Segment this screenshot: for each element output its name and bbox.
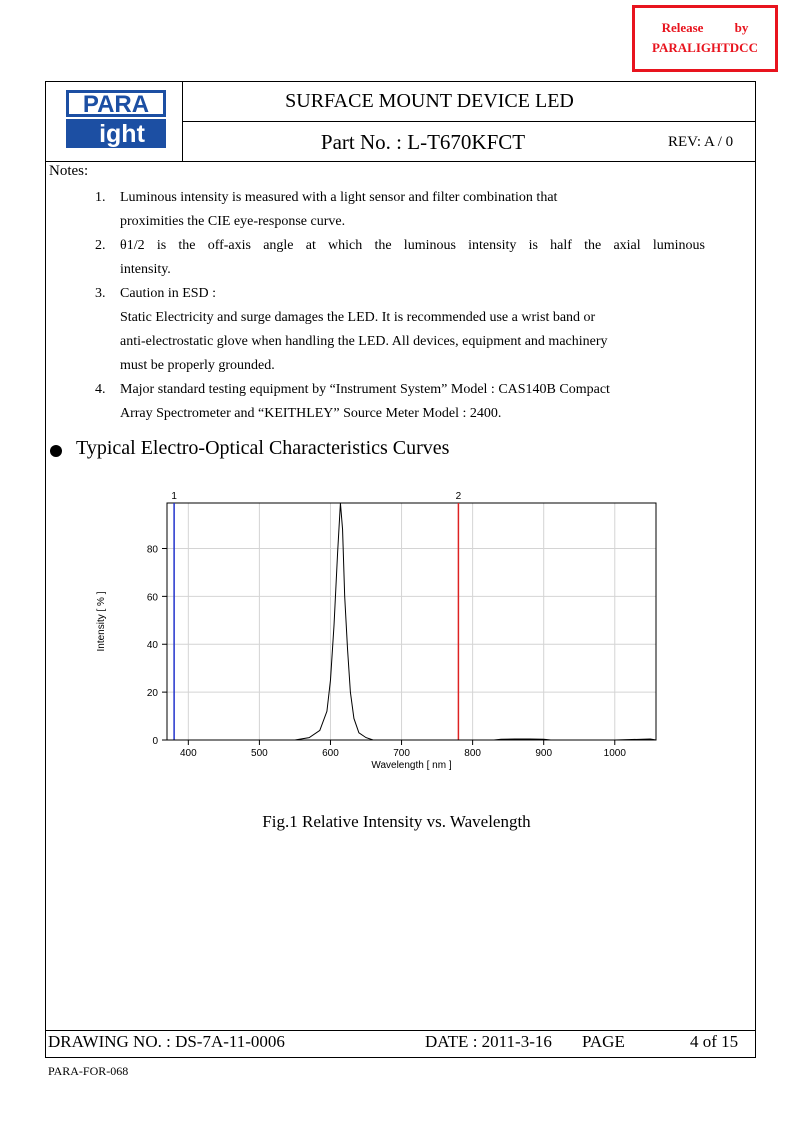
release-stamp xyxy=(632,5,778,72)
x-tick-label: 500 xyxy=(251,748,268,759)
y-tick-label: 0 xyxy=(152,736,158,747)
notes-heading: Notes: xyxy=(49,163,89,179)
release-line-1: Release by xyxy=(661,20,749,35)
form-number: PARA-FOR-068 xyxy=(48,1064,129,1078)
note-item: 4. Major standard testing equipment by “Instrument System” Model : CAS140B Compact Array Spectrometer and “KEITHLEY” Source Meter Model : 2400. xyxy=(95,382,610,421)
header-divider-horizontal xyxy=(182,121,756,122)
y-tick-label: 40 xyxy=(146,640,158,652)
drawing-number: DRAWING NO. : DS-7A-11-0006 xyxy=(48,1032,285,1051)
logo-text-bottom: ight xyxy=(99,120,145,148)
x-tick-label: 1000 xyxy=(603,748,626,759)
release-line-2: PARALIGHTDCC xyxy=(652,40,758,55)
section-bullet-icon xyxy=(50,445,62,457)
notes-list xyxy=(95,186,705,426)
page-number: 4 of 15 xyxy=(690,1032,739,1051)
y-axis-label: Intensity [ % ] xyxy=(96,591,107,652)
part-number: Part No. : L-T670KFCT xyxy=(320,130,526,154)
revision: REV: A / 0 xyxy=(668,134,734,150)
x-tick-label: 700 xyxy=(393,748,410,759)
y-tick-label: 20 xyxy=(146,688,158,700)
note-item: 3. Caution in ESD : Static Electricity and surge damages the LED. It is recommended use a wrist band or anti-electrostatic glove when handling the LED. All devices, equipment and machinery must be properly grounded. xyxy=(95,286,608,373)
x-tick-label: 800 xyxy=(464,748,481,759)
marker-label: 2 xyxy=(455,491,462,502)
x-tick-label: 600 xyxy=(322,748,339,759)
figure-caption: Fig.1 Relative Intensity vs. Wavelength xyxy=(262,812,531,831)
document-title: SURFACE MOUNT DEVICE LED xyxy=(285,90,574,112)
logo-text-top: PARA xyxy=(82,91,150,118)
paralight-logo xyxy=(64,88,168,150)
header-bottom-rule xyxy=(45,161,756,162)
page-label: PAGE xyxy=(582,1032,625,1051)
y-tick-label: 60 xyxy=(146,592,158,604)
plot-background xyxy=(167,503,656,740)
x-tick-label: 400 xyxy=(179,748,197,759)
intensity-wavelength-chart xyxy=(90,485,690,785)
footer-top-rule xyxy=(45,1030,756,1031)
x-tick-label: 900 xyxy=(535,748,553,759)
y-tick-label: 80 xyxy=(146,544,158,556)
date: DATE : 2011-3-16 xyxy=(425,1032,552,1051)
x-axis-label: Wavelength [ nm ] xyxy=(371,760,452,771)
marker-label: 1 xyxy=(171,491,177,502)
note-item: 2. θ1/2 is the off-axis angle at which the luminous intensity is half the axial luminous intensity. xyxy=(95,238,705,277)
section-title: Typical Electro-Optical Characteristics Curves xyxy=(76,437,450,459)
note-item: 1. Luminous intensity is measured with a light sensor and filter combination that proximities the CIE eye-response curve. xyxy=(95,190,558,229)
